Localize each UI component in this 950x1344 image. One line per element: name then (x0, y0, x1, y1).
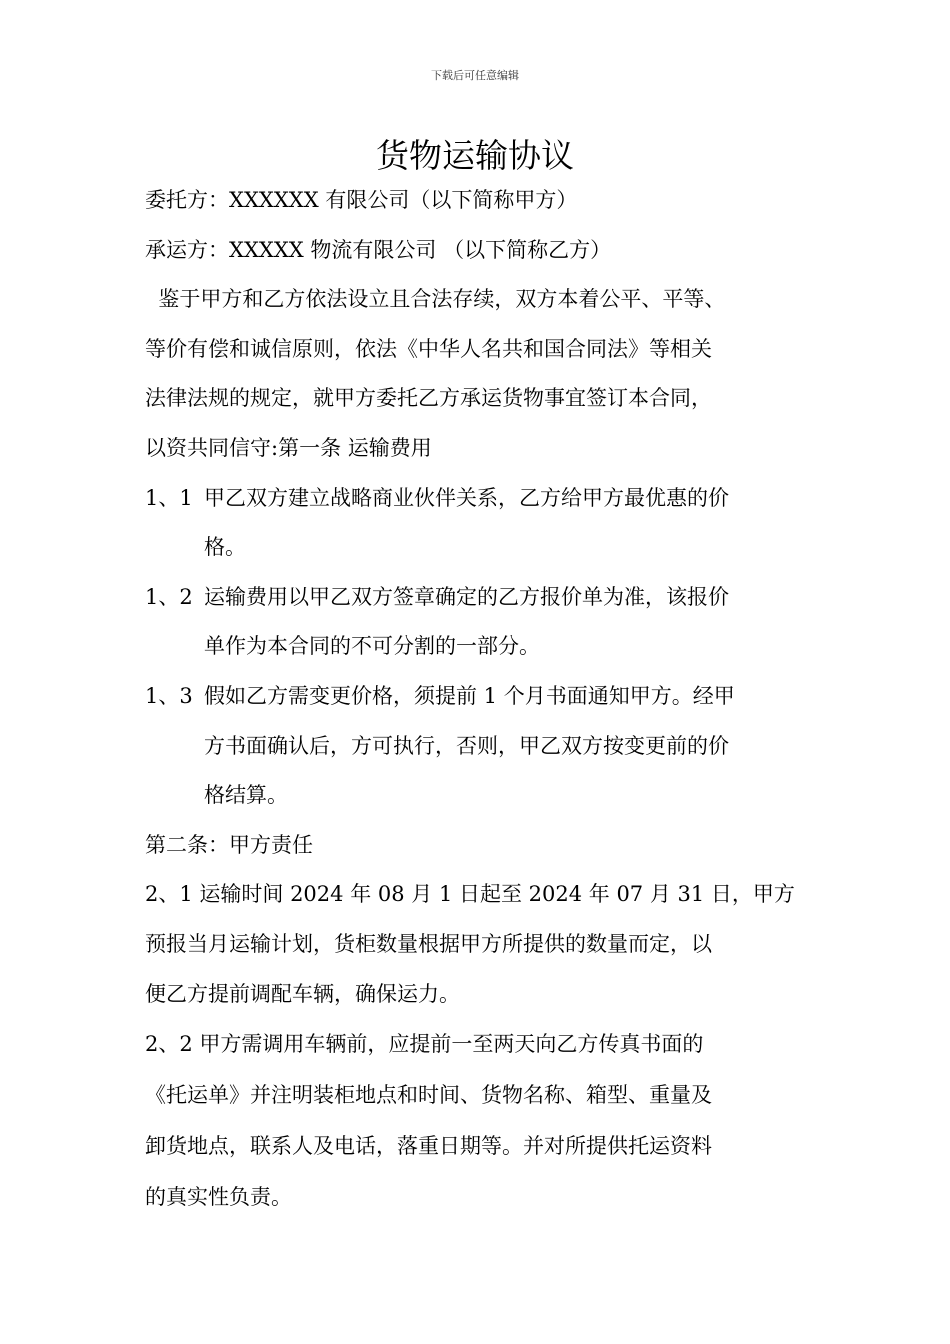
clause-text: 方书面确认后，方可执行，否则，甲乙双方按变更前的价 (204, 733, 729, 758)
clause-text: 假如乙方需变更价格，须提前 1 个月书面通知甲方。经甲 (204, 683, 735, 708)
carrier-party-line: 承运方：XXXXX 物流有限公司 （以下简称乙方） (145, 237, 612, 262)
article-2-heading: 第二条：甲方责任 (145, 832, 313, 857)
clause-text: 《托运单》并注明装柜地点和时间、货物名称、箱型、重量及 (145, 1083, 712, 1108)
clause-2-1 (145, 870, 835, 1019)
client-party-line: 委托方：XXXXXX 有限公司（以下简称甲方） (145, 188, 578, 212)
clause-2-2 (145, 1019, 835, 1223)
preamble-line: 以资共同信守:第一条 运输费用 (145, 435, 432, 460)
clause-text: 便乙方提前调配车辆，确保运力。 (145, 981, 460, 1006)
clause-1-2 (145, 573, 835, 672)
document-title: 货物运输协议 (376, 136, 574, 175)
preamble-line: 等价有偿和诚信原则，依法《中华人名共和国合同法》等相关 (145, 336, 712, 361)
clause-text: 单作为本合同的不可分割的一部分。 (204, 634, 540, 659)
clause-number: 1、2 (145, 584, 193, 609)
preamble-line: 鉴于甲方和乙方依法设立且合法存续，双方本着公平、平等、 (145, 287, 726, 312)
clause-1-3 (145, 672, 835, 821)
clause-text: 2、2 甲方需调用车辆前，应提前一至两天向乙方传真书面的 (145, 1032, 704, 1057)
preamble-line: 法律法规的规定，就甲方委托乙方承运货物事宜签订本合同， (145, 386, 712, 411)
header-note: 下载后可任意编辑 (431, 69, 519, 82)
clause-text: 预报当月运输计划，货柜数量根据甲方所提供的数量而定，以 (145, 931, 712, 956)
clause-text: 甲乙双方建立战略商业伙伴关系，乙方给甲方最优惠的价 (204, 485, 729, 510)
clause-text: 格。 (204, 535, 246, 560)
clause-text: 2、1 运输时间 2024 年 08 月 1 日起至 2024 年 07 月 31 日，甲方 (145, 882, 795, 907)
clause-text: 运输费用以甲乙双方签章确定的乙方报价单为准，该报价 (204, 584, 729, 609)
clause-text: 卸货地点，联系人及电话，落重日期等。并对所提供托运资料 (145, 1134, 712, 1159)
clause-1-1 (145, 474, 835, 573)
document-body (145, 176, 835, 1223)
clause-text: 的真实性负责。 (145, 1185, 292, 1210)
clause-text: 格结算。 (204, 783, 288, 808)
clause-number: 1、3 (145, 683, 193, 708)
clause-number: 1、1 (145, 485, 193, 510)
